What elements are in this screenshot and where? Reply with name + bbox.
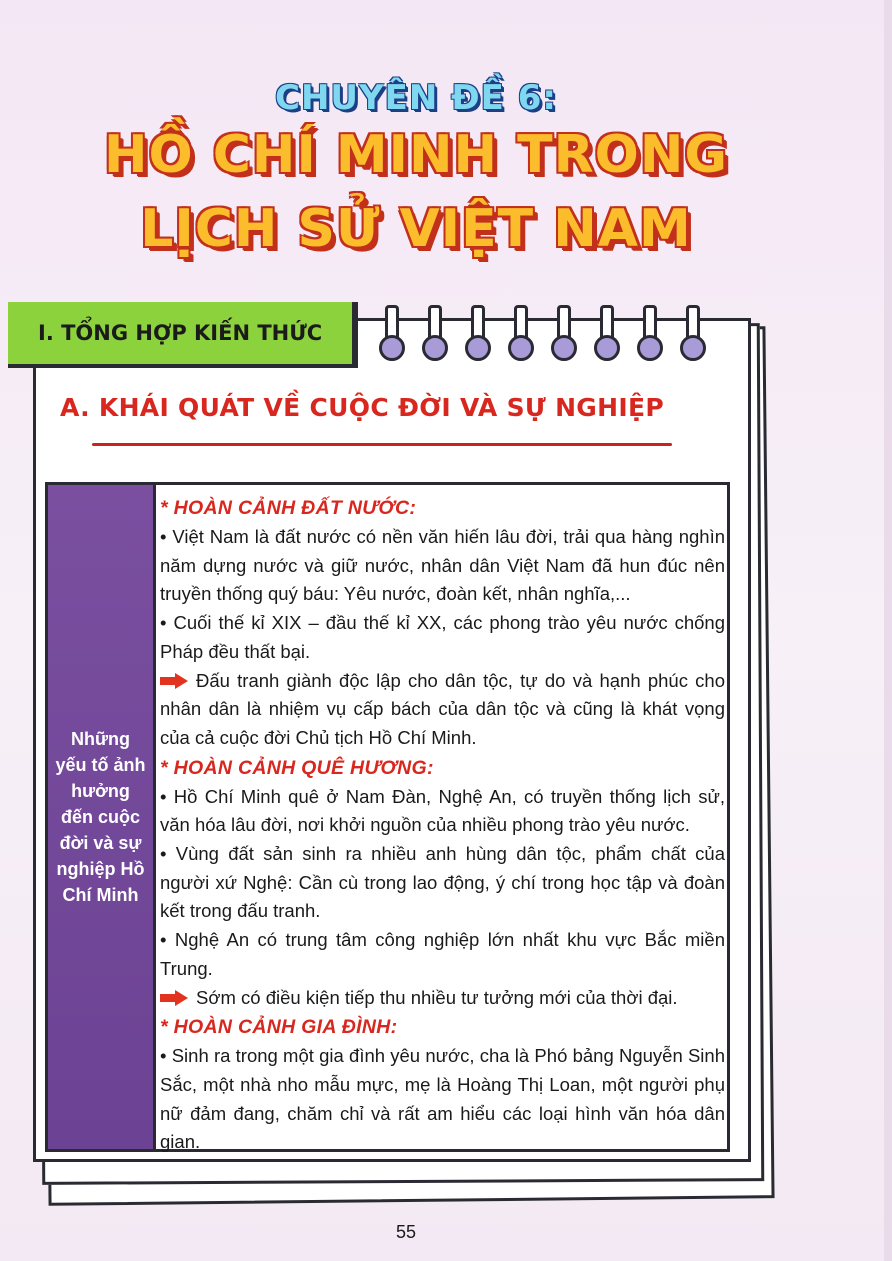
chapter-title-line-1: HỒ CHÍ MINH TRONG [103,125,729,185]
hometown-heading: * HOÀN CẢNH QUÊ HƯƠNG: [160,756,434,779]
chapter-label: CHUYÊN ĐỀ 6: [275,78,557,118]
right-arrow-icon [160,673,188,689]
country-paragraph-1: • Việt Nam là đất nước có nền văn hiến lâu đời, trải qua hàng nghìn năm dựng nước và giữ nước, nhân dân Việt Nam đã hun đúc nên truyền thống quý báu: Yêu nước, đoàn kết, nhân nghĩa,... [160,526,725,605]
hometown-conclusion-text: Sớm có điều kiện tiếp thu nhiều tư tưởng mới của thời đại. [196,986,678,1008]
country-conclusion-text: Đấu tranh giành độc lập cho dân tộc, tự do và hạnh phúc cho nhân dân là nhiệm vụ cấp bách của dân tộc và cũng là khát vọng của cả cuộc đời Chủ tịch Hồ Chí Minh. [160,669,725,748]
binder-ring-icon [421,305,443,361]
binder-ring-icon [679,305,701,361]
page-number: 55 [395,1222,417,1242]
heading-underline [92,443,672,446]
hometown-paragraph-1: • Hồ Chí Minh quê ở Nam Đàn, Nghệ An, có truyền thống lịch sử, văn hóa lâu đời, nơi khởi nguồn của nhiều phong trào yêu nước. [160,785,725,836]
binder-ring-icon [636,305,658,361]
country-conclusion [160,667,725,753]
family-paragraph-1: • Sinh ra trong một gia đình yêu nước, cha là Phó bảng Nguyễn Sinh Sắc, một nhà nho mẫu mực, mẹ là Hoàng Thị Loan, một người phụ nữ đảm đang, chăm chỉ và rất am hiểu các loại hình văn hóa dân gian. [160,1045,725,1153]
binder-ring-icon [507,305,529,361]
hometown-paragraph-3: • Nghệ An có trung tâm công nghiệp lớn nhất khu vực Bắc miền Trung. [160,929,725,979]
content-table [45,482,730,1152]
binder-ring-icon [593,305,615,361]
content-text [160,493,725,1157]
hometown-conclusion [160,984,725,1013]
binder-ring-icon [378,305,400,361]
side-label-cell [48,485,156,1149]
binder-ring-icon [464,305,486,361]
right-arrow-icon [160,990,188,1006]
hometown-paragraph-2: • Vùng đất sản sinh ra nhiều anh hùng dân tộc, phẩm chất của người xứ Nghệ: Cần cù trong lao động, ý chí trong học tập và đoàn kết trong đấu tranh. [160,843,725,922]
country-heading: * HOÀN CẢNH ĐẤT NƯỚC: [160,497,417,519]
section-heading: A. KHÁI QUÁT VỀ CUỘC ĐỜI VÀ SỰ NGHIỆP [60,393,664,422]
section-tab: I. TỔNG HỢP KIẾN THỨC [8,302,358,368]
binder-rings [378,305,718,365]
binder-ring-icon [550,305,572,361]
side-label-text: Những yếu tố ảnh hưởng đến cuộc đời và sự nghiệp Hồ Chí Minh [55,729,146,905]
family-heading: * HOÀN CẢNH GIA ĐÌNH: [160,1016,398,1039]
chapter-title-line-2: LỊCH SỬ VIỆT NAM [140,199,692,259]
country-paragraph-2: • Cuối thế kỉ XIX – đầu thế kỉ XX, các phong trào yêu nước chống Pháp đều thất bại. [160,612,725,662]
chapter-title [0,78,892,266]
